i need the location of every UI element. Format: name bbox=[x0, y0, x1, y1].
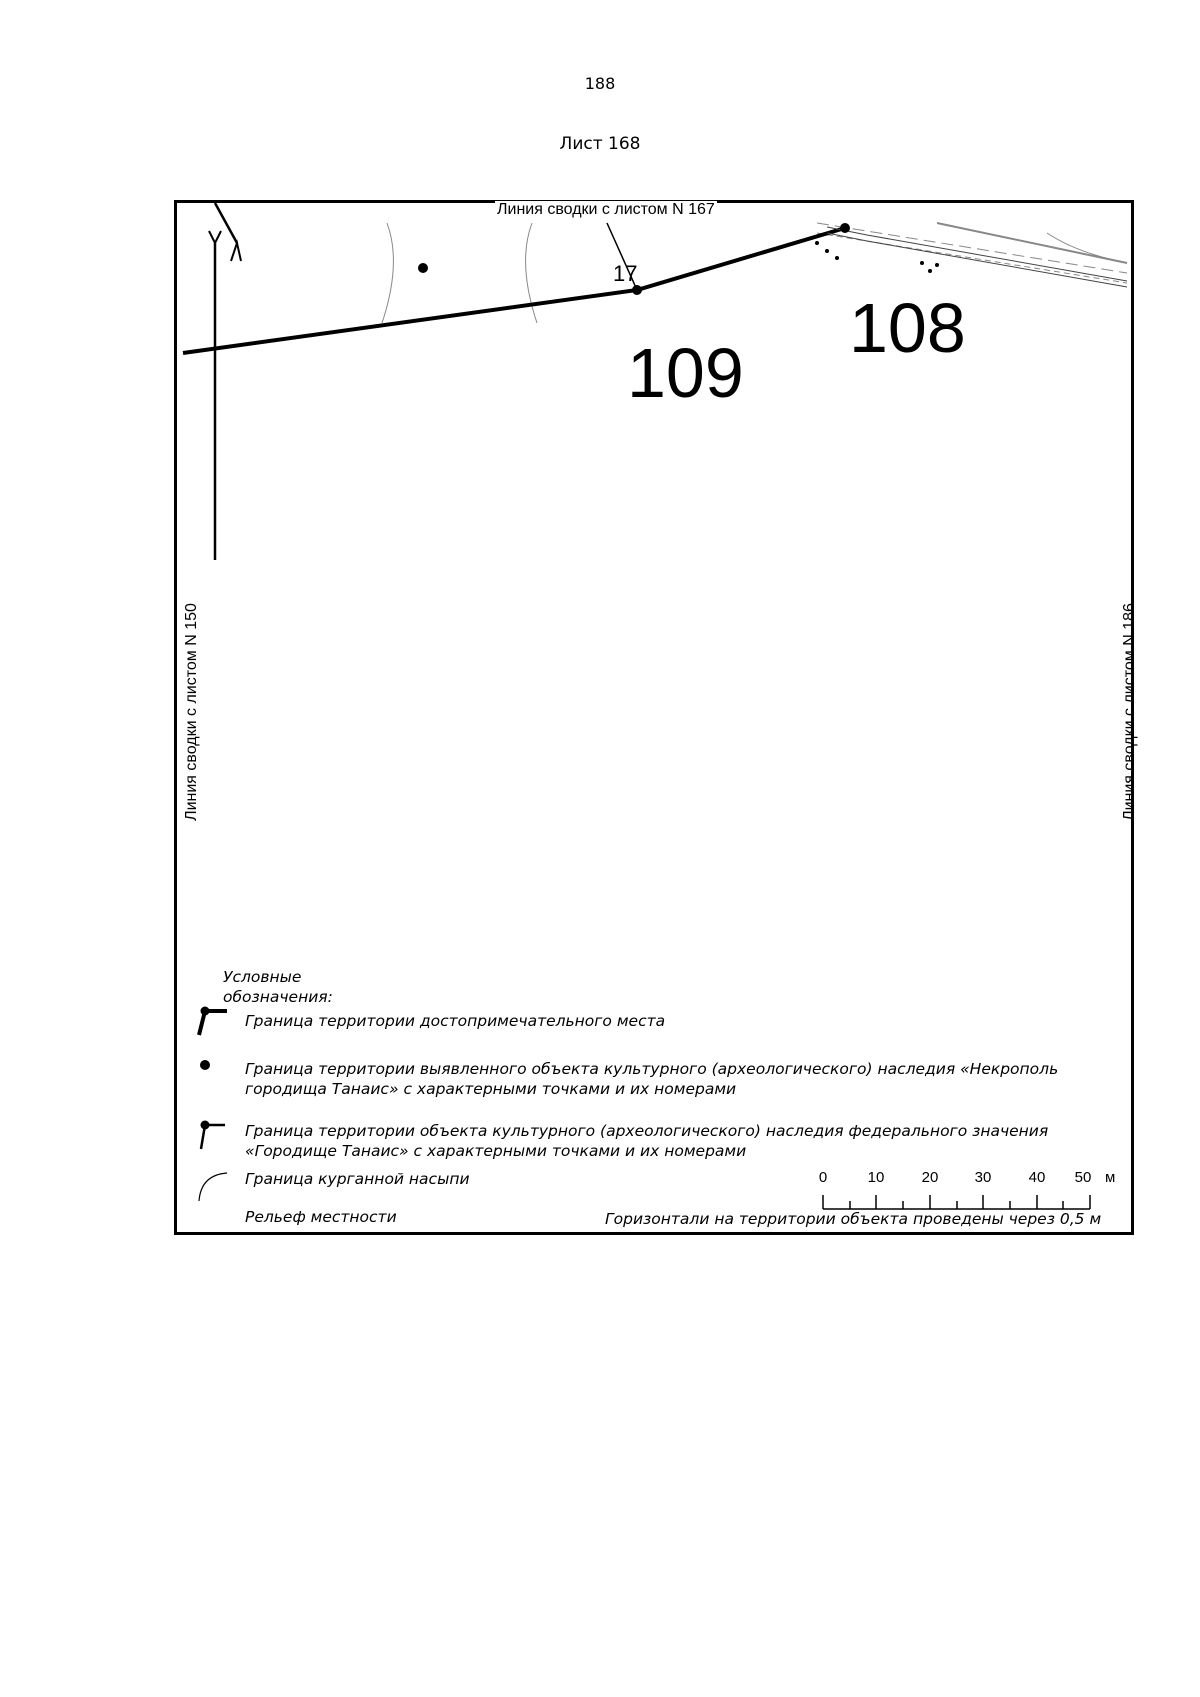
mound-dots bbox=[815, 241, 939, 273]
legend-item-mound-boundary: Граница курганной насыпи bbox=[245, 1170, 470, 1188]
scale-tick-50: 50 bbox=[1074, 1169, 1092, 1186]
scale-tick-0: 0 bbox=[818, 1169, 828, 1186]
scale-tick-10: 10 bbox=[867, 1169, 885, 1186]
contour-label-17: 17 bbox=[613, 261, 638, 286]
sheet-title: Лист 168 bbox=[559, 134, 641, 154]
north-arrow-icon bbox=[209, 203, 241, 560]
contour-note: Горизонтали на территории объекта проведены через 0,5 м bbox=[605, 1210, 1102, 1228]
thick-boundary-icon bbox=[199, 1007, 227, 1035]
scale-unit: м bbox=[1105, 1169, 1116, 1186]
legend-item-necropolis-boundary: Граница территории выявленного объекта культурного (археологического) наследия «Некрополь городища Танаис» с характерными точками и их номерами bbox=[245, 1060, 1059, 1098]
isolated-point bbox=[418, 263, 428, 273]
point-label-109: 109 bbox=[627, 334, 744, 412]
edge-label-left: Линия сводки с листом N 150 bbox=[183, 603, 200, 821]
page-number: 188 bbox=[584, 74, 616, 93]
mound-arc-icon bbox=[199, 1173, 227, 1201]
scale-tick-40: 40 bbox=[1028, 1169, 1046, 1186]
edge-label-top: Линия сводки с листом N 167 bbox=[497, 201, 715, 218]
scale-tick-30: 30 bbox=[974, 1169, 992, 1186]
thin-boundary-icon bbox=[201, 1121, 225, 1149]
point-label-108: 108 bbox=[849, 289, 966, 367]
scale-tick-20: 20 bbox=[921, 1169, 939, 1186]
map-frame bbox=[174, 200, 1138, 1235]
legend-item-settlement-boundary: Граница территории объекта культурного (археологического) наследия федерального значения «Городище Танаис» с характерными точками и их номерами bbox=[245, 1122, 1049, 1160]
legend-item-relief: Рельеф местности bbox=[245, 1208, 397, 1226]
dot-icon bbox=[200, 1060, 210, 1070]
boundary-point-108 bbox=[840, 223, 850, 233]
legend-title: Условные обозначения: bbox=[223, 968, 333, 1006]
edge-label-right: Линия сводки с листом N 186 bbox=[1121, 603, 1138, 821]
legend-item-landmark-boundary: Граница территории достопримечательного места bbox=[245, 1012, 666, 1030]
